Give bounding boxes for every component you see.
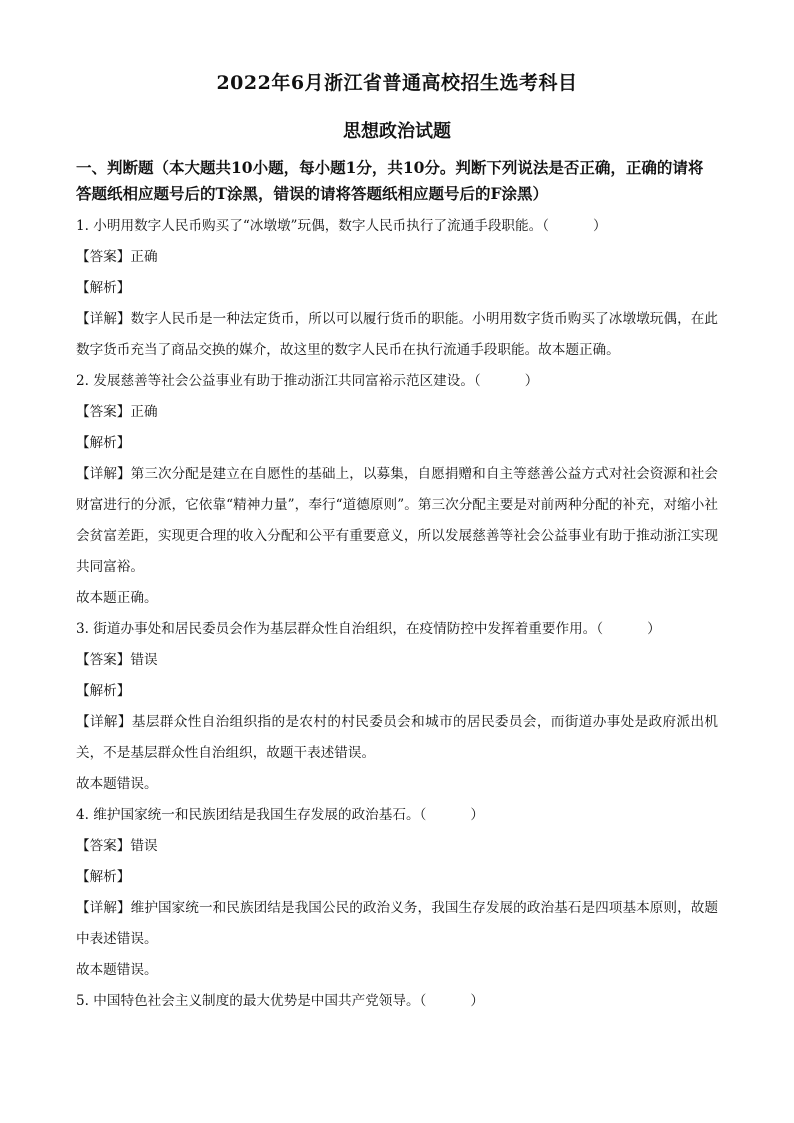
question-block [76,366,718,614]
exam-title: 2022年6月浙江省普通高校招生选考科目 [216,72,578,94]
detail-label: 【详解】 [76,311,131,327]
question-stem-close: ） [592,218,607,234]
detail-paragraph [76,459,718,583]
detail-paragraph [76,304,718,366]
answer-line [76,242,718,273]
question-stem [76,614,718,645]
question-stem-text: 4. 维护国家统一和民族团结是我国生存发展的政治基石。（ [76,807,427,823]
question-stem-close: ） [470,993,484,1009]
detail-label: 【详解】 [76,466,131,482]
detail-label: 【详解】 [76,714,132,730]
answer-value: 正确 [130,404,158,420]
question-stem-close: ） [470,807,484,823]
analysis-label: 【解析】 [76,869,131,885]
answer-value: 错误 [130,838,158,854]
analysis-label: 【解析】 [76,280,131,296]
conclusion: 故本题错误。 [76,776,158,792]
answer-label: 【答案】 [76,249,131,265]
question-stem-text: 2. 发展慈善等社会公益事业有助于推动浙江共同富裕示范区建设。（ [76,373,481,389]
detail-label: 【详解】 [76,900,131,916]
analysis-label: 【解析】 [76,683,131,699]
answer-label: 【答案】 [76,404,131,420]
exam-subtitle: 思想政治试题 [343,121,451,142]
analysis-label: 【解析】 [76,435,131,451]
answer-line [76,831,718,862]
question-stem-text: 3. 街道办事处和居民委员会作为基层群众性自治组织，在疫情防控中发挥着重要作用。（ [76,621,604,637]
question-block [76,211,718,366]
answer-line [76,645,718,676]
answer-label: 【答案】 [76,838,131,854]
section-heading: 一、判断题（本大题共10小题，每小题1分，共10分。判断下列说法是否正确，正确的请将答题纸相应题号后的T涂黑，错误的请将答题纸相应题号后的F涂黑） [76,158,704,203]
answer-value: 错误 [130,652,158,668]
conclusion: 故本题正确。 [76,590,158,606]
question-stem [76,986,718,1017]
detail-text: 数字人民币是一种法定货币，所以可以履行货币的职能。小明用数字货币购买了冰墩墩玩偶，在此数字货币充当了商品交换的媒介，故这里的数字人民币在执行流通手段职能。故本题正确。 [76,311,719,358]
answer-line [76,397,718,428]
question-stem-close: ） [647,621,661,637]
question-stem-text: 5. 中国特色社会主义制度的最大优势是中国共产党领导。（ [76,993,427,1009]
detail-paragraph [76,893,718,955]
detail-paragraph [76,707,718,769]
question-stem [76,800,718,831]
question-block [76,800,718,986]
question-block [76,986,718,1017]
question-stem [76,211,718,242]
detail-text: 基层群众性自治组织指的是农村的村民委员会和城市的居民委员会，而街道办事处是政府派出机关，不是基层群众性自治组织，故题干表述错误。 [76,714,718,761]
question-stem [76,366,718,397]
question-stem-text: 1. 小明用数字人民币购买了“冰墩墩”玩偶，数字人民币执行了流通手段职能。（ [76,218,549,234]
conclusion: 故本题错误。 [76,962,158,978]
detail-text: 第三次分配是建立在自愿性的基础上，以募集，自愿捐赠和自主等慈善公益方式对社会资源和社会财富进行的分派，它依靠“精神力量”，奉行“道德原则”。第三次分配主要是对前两种分配的补充，对缩小社会贫富差距，实现更合理的收入分配和公平有重要意义，所以发展慈善等社会公益事业有助于推动浙江实现共同富裕。 [76,466,719,575]
answer-value: 正确 [130,249,158,265]
question-block [76,614,718,800]
question-stem-close: ） [524,373,539,389]
detail-text: 维护国家统一和民族团结是我国公民的政治义务，我国生存发展的政治基石是四项基本原则，故题中表述错误。 [76,900,719,947]
answer-label: 【答案】 [76,652,131,668]
